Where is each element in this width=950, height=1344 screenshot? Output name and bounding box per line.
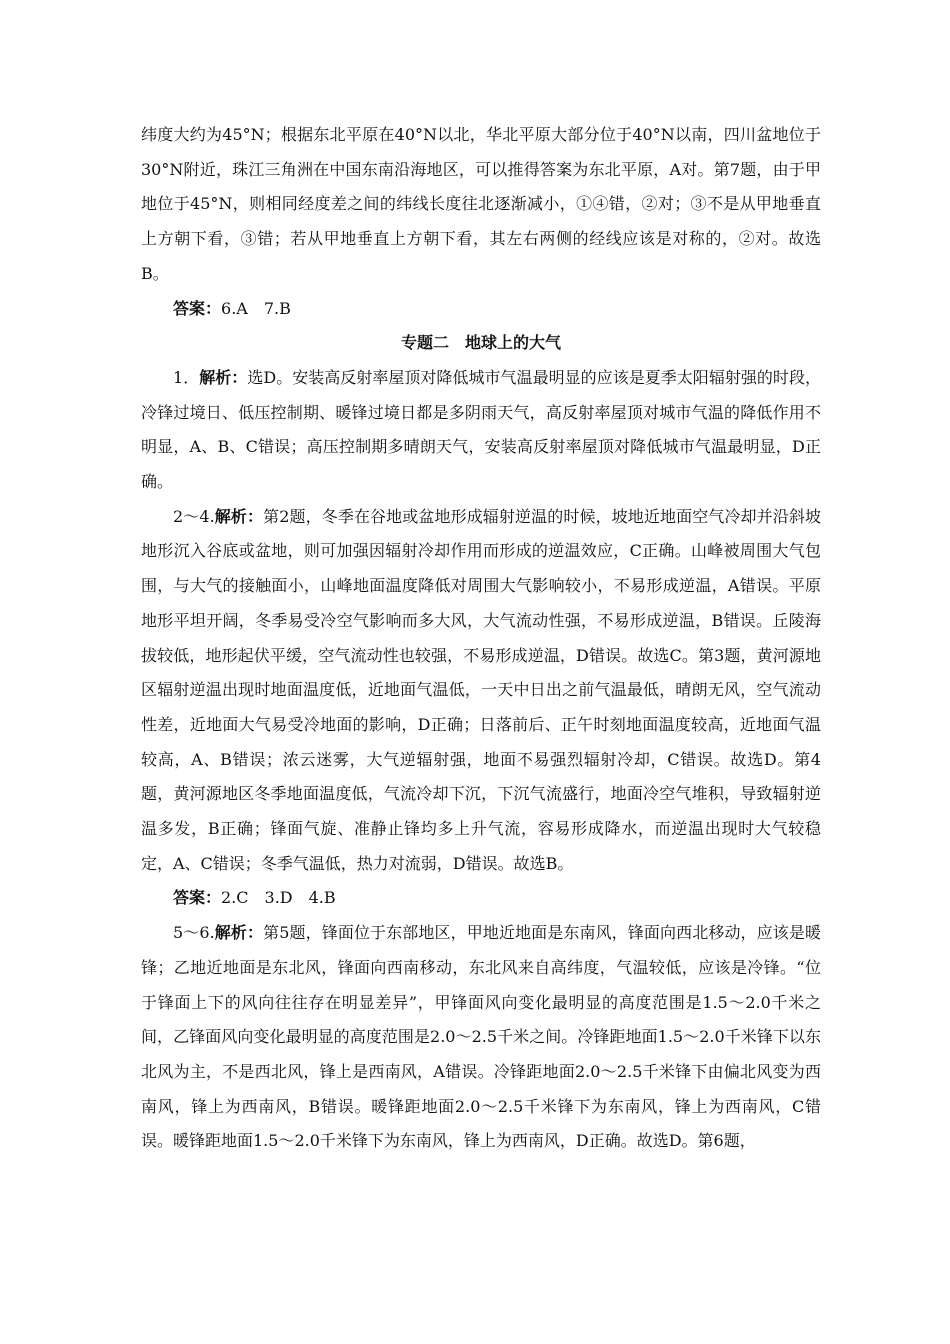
- analysis-paragraph: [141, 500, 821, 882]
- question-number: 2～4.: [173, 506, 215, 526]
- answer-text: 2.C 3.D 4.B: [221, 888, 336, 908]
- paragraph-continued: [141, 118, 821, 292]
- answer-line: [141, 881, 821, 916]
- answer-label: 答案：: [173, 888, 222, 908]
- analysis-label: 解析：: [214, 923, 264, 943]
- answer-label: 答案：: [173, 298, 222, 318]
- analysis-text: 选D。安装高反射率屋顶对降低城市气温最明显的应该是夏季太阳辐射强的时段，冷锋过境日、低压控制期、暖锋过境日都是多阴雨天气，高反射率屋顶对城市气温的降低作用不明显，A、B、C错误；高压控制期多晴朗天气，安装高反射率屋顶对降低城市气温最明显，D正确。: [141, 367, 821, 492]
- question-number: 1．: [173, 367, 200, 387]
- analysis-paragraph: [141, 361, 821, 500]
- answer-line: [141, 292, 821, 327]
- document-page: [141, 118, 821, 1159]
- question-number: 5～6.: [173, 923, 215, 943]
- answer-text: 6.A 7.B: [221, 298, 291, 318]
- analysis-paragraph: [141, 916, 821, 1159]
- analysis-label: 解析：: [214, 506, 264, 526]
- analysis-text: 第2题，冬季在谷地或盆地形成辐射逆温的时候，坡地近地面空气冷却并沿斜坡地形沉入谷底或盆地，则可加强因辐射冷却作用而形成的逆温效应，C正确。山峰被周围大气包围，与大气的接触面小，山峰地面温度降低对周围大气影响较小，不易形成逆温，A错误。平原地形平坦开阔，冬季易受冷空气影响而多大风，大气流动性强，不易形成逆温，B错误。丘陵海拔较低，地形起伏平缓，空气流动性也较强，不易形成逆温，D错误。故选C。第3题，黄河源地区辐射逆温出现时地面温度低，近地面气温低，一天中日出之前气温最低，晴朗无风，空气流动性差，近地面大气易受冷地面的影响，D正确；日落前后、正午时刻地面温度较高，近地面气温较高，A、B错误；浓云迷雾，大气逆辐射强，地面不易强烈辐射冷却，C错误。故选D。第4题，黄河源地区冬季地面温度低，气流冷却下沉，下沉气流盛行，地面冷空气堆积，导致辐射逆温多发，B正确；锋面气旋、准静止锋均多上升气流，容易形成降水，而逆温出现时大气较稳定，A、C错误；冬季气温低，热力对流弱，D错误。故选B。: [141, 506, 821, 873]
- section-heading: 专题二 地球上的大气: [400, 333, 561, 353]
- analysis-label: 解析：: [199, 367, 248, 387]
- paragraph-text: 纬度大约为45°N；根据东北平原在40°N以北，华北平原大部分位于40°N以南，四川盆地位于30°N附近，珠江三角洲在中国东南沿海地区，可以推得答案为东北平原，A对。第7题，由于甲地位于45°N，则相同经度差之间的纬线长度往北逐渐减小，①④错，②对；③不是从甲地垂直上方朝下看，③错；若从甲地垂直上方朝下看，其左右两侧的经线应该是对称的，②对。故选B。: [141, 125, 821, 283]
- analysis-text: 第5题，锋面位于东部地区，甲地近地面是东南风，锋面向西北移动，应该是暖锋；乙地近地面是东北风，锋面向西南移动，东北风来自高纬度，气温较低，应该是冷锋。“位于锋面上下的风向往往存在明显差异”，甲锋面风向变化最明显的高度范围是1.5～2.0千米之间，乙锋面风向变化最明显的高度范围是2.0～2.5千米之间。冷锋距地面1.5～2.0千米锋下以东北风为主，不是西北风，锋上是西南风，A错误。冷锋距地面2.0～2.5千米锋下由偏北风变为西南风，锋上为西南风，B错误。暖锋距地面2.0～2.5千米锋下为东南风，锋上为西南风，C错误。暖锋距地面1.5～2.0千米锋下为东南风，锋上为西南风，D正确。故选D。第6题，: [141, 923, 821, 1151]
